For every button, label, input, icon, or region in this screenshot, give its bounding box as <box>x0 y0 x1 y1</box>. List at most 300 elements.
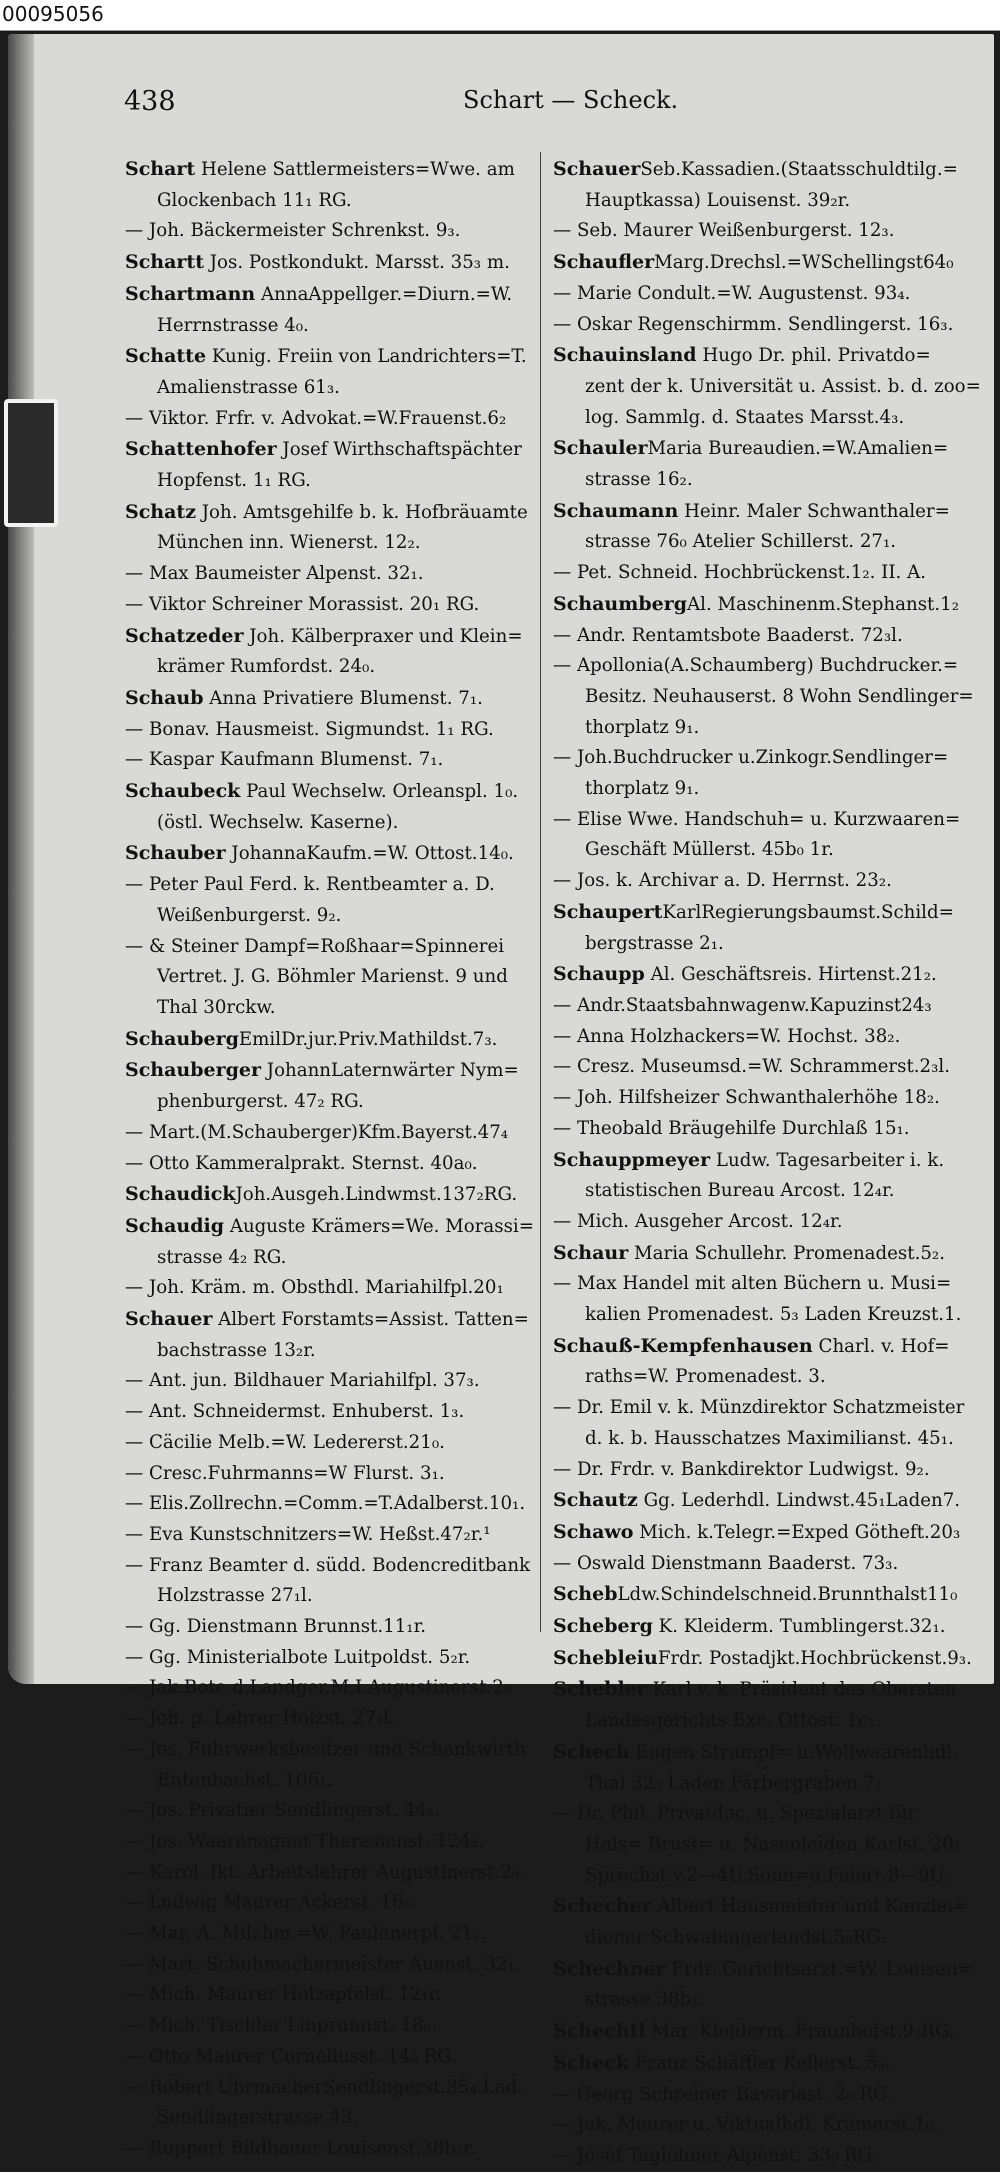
entry-text: Herrnstrasse 4₀. <box>157 314 309 336</box>
entry-text: — Jos. k. Archivar a. D. Herrnst. 23₂. <box>553 870 892 892</box>
entry-text: Anna Privatiere Blumenst. 7₁. <box>203 687 483 709</box>
surname-heading: Scheck <box>553 2051 629 2074</box>
entry-text: Entenbachst. 106₁. <box>157 1769 333 1791</box>
directory-line <box>553 713 938 744</box>
directory-line <box>125 590 510 621</box>
entry-text: — Joh. p. Lehrer Holzst. 27₁l. <box>125 1708 395 1730</box>
directory-line <box>553 1799 938 1830</box>
directory-line <box>125 993 510 1024</box>
directory-line <box>125 1024 510 1056</box>
directory-line <box>125 1149 510 1180</box>
directory-line <box>125 1304 529 1336</box>
directory-line <box>125 838 514 870</box>
left-column <box>125 154 534 2165</box>
surname-heading: Schautz <box>553 1489 638 1512</box>
entry-text: — Mar. A. Milchm.=W. Paulanerpl. 21₂. <box>125 1923 486 1945</box>
binder-tab-icon <box>4 399 58 527</box>
entry-text: Holzstrasse 27₁l. <box>157 1585 313 1607</box>
directory-line <box>125 1520 510 1551</box>
directory-line <box>553 216 938 247</box>
surname-heading: Schaudig <box>125 1214 225 1237</box>
scan-label-strip <box>0 0 1000 31</box>
directory-line <box>125 1118 510 1149</box>
entry-text: — Elise Wwe. Handschuh= u. Kurzwaaren= <box>553 808 961 830</box>
directory-line <box>553 2110 938 2141</box>
directory-line <box>125 715 510 746</box>
directory-line <box>125 466 510 497</box>
directory-line <box>125 2042 510 2073</box>
directory-line <box>125 745 510 776</box>
directory-line <box>553 651 959 682</box>
directory-line <box>553 496 950 528</box>
entry-text: Frdr. Postadjkt.Hochbrückenst.9₃. <box>657 1647 972 1669</box>
surname-heading: Schauer <box>125 1308 213 1331</box>
entry-text: Helene Sattlermeisters=Wwe. am <box>195 159 515 180</box>
directory-line <box>553 991 938 1022</box>
entry-text: diener Schwabingerlandst.5₀RG. <box>585 1927 886 1949</box>
entry-text: Hauptkassa) Louisenst. 39₂r. <box>585 189 851 211</box>
surname-heading: Schauberger <box>125 1059 261 1082</box>
directory-line <box>125 1211 534 1243</box>
entry-text: Marg.Drechsl.=WSchellingst64₀ <box>654 252 954 274</box>
entry-text: — Joh. Hilfsheizer Schwanthalerhöhe 18₂. <box>553 1087 940 1109</box>
directory-line <box>553 835 938 866</box>
entry-text: Besitz. Neuhauserst. 8 Wohn Sendlinger= <box>585 685 974 707</box>
surname-heading: Schaudick <box>125 1183 236 1206</box>
directory-line <box>125 434 522 466</box>
directory-page <box>8 34 994 2166</box>
entry-text: Auguste Krämers=We. Morassi= <box>224 1215 534 1237</box>
entry-text: — Mich. Ausgeher Arcost. 12₄r. <box>553 1210 843 1232</box>
directory-line <box>125 621 523 653</box>
entry-text: — Mich. Tischler Linprunnst. 18₀. <box>125 2015 437 2037</box>
entry-text: — Viktor. Frfr. v. Advokat.=W.Frauenst.6₂ <box>125 407 507 429</box>
entry-text: AnnaAppellger.=Diurn.=W. <box>255 283 513 305</box>
directory-line <box>553 403 938 434</box>
directory-line <box>553 1861 949 1892</box>
entry-text: — Franz Beamter d. südd. Bodencreditbank <box>125 1554 531 1576</box>
directory-line <box>125 1336 510 1367</box>
page-number: 438 <box>124 86 176 117</box>
entry-text: — Josef Taglöhner Alpenst. 33₀ RG. <box>553 2145 878 2166</box>
directory-line <box>553 465 938 496</box>
entry-text: — Joh. Kräm. m. Obsthdl. Mariahilfpl.20₁ <box>125 1277 504 1299</box>
entry-text: — Joh.Buchdrucker u.Zinkogr.Sendlinger= <box>553 747 949 769</box>
entry-text: — Dr. Phil. Privatdoc. u. Spezialarzt für <box>553 1803 917 1825</box>
directory-line <box>553 1176 938 1207</box>
directory-line <box>125 1735 526 1766</box>
directory-line <box>125 932 510 963</box>
entry-text: — Otto Maurer Corneliusst. 14₀ RG. <box>125 2045 457 2067</box>
directory-line <box>553 897 954 929</box>
directory-line <box>553 372 981 403</box>
directory-line <box>553 1269 952 1300</box>
directory-line <box>125 2134 510 2165</box>
directory-line <box>125 247 510 279</box>
directory-line <box>553 433 949 465</box>
entry-text: thorplatz 9₁. <box>585 716 700 738</box>
directory-line <box>553 1083 938 1114</box>
directory-line <box>125 186 510 217</box>
directory-line <box>553 929 938 960</box>
entry-text: Joh. Amtsgehilfe b. k. Hofbräuamte <box>195 501 528 523</box>
directory-line <box>125 1612 510 1643</box>
directory-line <box>553 1706 938 1737</box>
directory-line <box>125 154 515 186</box>
entry-text: — Viktor Schreiner Morassist. 20₁ RG. <box>125 593 480 615</box>
directory-line <box>553 682 974 713</box>
directory-line <box>125 2103 510 2134</box>
directory-line <box>553 1923 938 1954</box>
directory-line <box>125 1581 510 1612</box>
entry-text: — Max Handel mit alten Büchern u. Musi= <box>553 1273 952 1295</box>
entry-text: — Jos. Fuhrwerksbesitzer und Schankwirth <box>125 1738 526 1760</box>
surname-heading: Schaupert <box>553 900 663 923</box>
directory-line <box>125 1888 510 1919</box>
entry-text: — Robert UhrmacherSendlingerst.35₄.Lad. <box>125 2076 523 2098</box>
surname-heading: Schaur <box>553 1241 629 1264</box>
directory-line <box>553 1424 954 1455</box>
surname-heading: Schatte <box>125 345 207 368</box>
directory-line <box>553 1549 938 1580</box>
running-head <box>8 84 994 124</box>
directory-line <box>553 527 938 558</box>
entry-text: Hopfenst. 1₁ RG. <box>157 470 311 492</box>
directory-line <box>553 558 938 589</box>
directory-line <box>553 1769 938 1800</box>
entry-text: Landesgerichts Exc. Ottost. 1c₁. <box>585 1710 882 1732</box>
surname-heading: Schauinsland <box>553 344 697 367</box>
entry-text: (östl. Wechselw. Kaserne). <box>157 811 399 833</box>
directory-line <box>125 1704 510 1735</box>
entry-text: — Joh. Bäckermeister Schrenkst. 9₃. <box>125 220 461 242</box>
directory-line <box>125 559 510 590</box>
directory-line <box>553 1052 951 1083</box>
directory-line <box>553 959 938 991</box>
entry-text: K. Kleiderm. Tumblingerst.32₁. <box>652 1616 946 1638</box>
entry-text: Jos. Postkondukt. Marsst. 35₃ m. <box>203 252 510 274</box>
entry-text: — Max Baumeister Alpenst. 32₁. <box>125 563 424 585</box>
entry-text: — Jak.Bote d.Landger.M.I.Augustinerst.2₀ <box>125 1677 512 1699</box>
entry-text: KarlRegierungsbaumst.Schild= <box>662 901 954 923</box>
entry-text: — Ruppert Bildhauer Louisenst.38b₂r. <box>125 2138 476 2159</box>
entry-text: Josef Wirthschaftspächter <box>276 439 522 461</box>
entry-text: Ldw.Schindelschneid.Brunnthalst11₀ <box>617 1584 958 1606</box>
directory-line <box>125 1459 510 1490</box>
directory-line <box>125 2011 510 2042</box>
surname-heading: Schauß-Kempfenhausen <box>553 1334 813 1357</box>
directory-line <box>125 1087 510 1118</box>
surname-heading: Schauberg <box>125 1027 239 1050</box>
entry-text: — Mart.(M.Schauberger)Kfm.Bayerst.47₄ <box>125 1121 509 1143</box>
directory-line <box>553 774 938 805</box>
entry-text: — Karol. fkt. Arbeitslehrer Augustinerst.2₀. <box>125 1861 525 1883</box>
directory-line <box>553 589 959 621</box>
directory-line <box>125 1827 510 1858</box>
entry-text: Heinr. Maler Schwanthaler= <box>678 500 950 522</box>
surname-heading: Schawo <box>553 1520 634 1543</box>
entry-text: — Jak. Maurer u. Viktualhdl. Krämerst.1₀. <box>553 2114 940 2136</box>
directory-line <box>125 1366 510 1397</box>
directory-line <box>125 870 510 901</box>
surname-heading: Schaumann <box>553 499 679 522</box>
entry-text: — Jos. Waarenagent Theresienst. 124₃. <box>125 1830 484 1852</box>
surname-heading: Schebler <box>553 1678 647 1701</box>
entry-text: — Eva Kunstschnitzers=W. Heßst.47₂r.¹ <box>125 1523 491 1545</box>
surname-heading: Schauler <box>553 437 648 460</box>
directory-line <box>553 1985 938 2016</box>
directory-line <box>553 1737 958 1769</box>
entry-text: statistischen Bureau Arcost. 12₄r. <box>585 1180 895 1202</box>
directory-line <box>125 1919 510 1950</box>
directory-line <box>553 310 954 341</box>
directory-line <box>125 1243 510 1274</box>
entry-text: Joh. Kälberpraxer und Klein= <box>243 625 523 647</box>
entry-text: Sendlingerstrasse 43. <box>157 2107 359 2129</box>
surname-heading: Schechner <box>553 1957 666 1980</box>
entry-text: — Gg. Dienstmann Brunnst.11₁r. <box>125 1616 427 1638</box>
directory-line <box>125 1673 510 1704</box>
directory-line <box>553 743 949 774</box>
entry-text: Albert Forstamts=Assist. Tatten= <box>212 1309 529 1331</box>
entry-text: Paul Wechselw. Orleanspl. 1₀. <box>240 781 519 803</box>
directory-line <box>553 1485 961 1517</box>
entry-text: Kunig. Freiin von Landrichters=T. <box>206 346 527 368</box>
entry-text: d. k. b. Hausschatzes Maximilianst. 45₁. <box>585 1427 954 1449</box>
directory-line <box>125 1643 510 1674</box>
directory-line <box>125 1179 518 1211</box>
entry-text: Albert Hausmeister und Kanzlei= <box>651 1896 969 1918</box>
directory-line <box>553 247 954 279</box>
directory-line <box>125 776 519 808</box>
directory-line <box>553 1114 938 1145</box>
directory-line <box>553 866 938 897</box>
directory-line <box>553 1362 938 1393</box>
directory-line <box>553 154 958 186</box>
directory-line <box>553 1674 957 1706</box>
directory-line <box>125 808 510 839</box>
entry-text: — Kaspar Kaufmann Blumenst. 7₁. <box>125 749 444 771</box>
entry-text: Weißenburgerst. 9₂. <box>157 904 342 926</box>
directory-line <box>553 1331 950 1363</box>
entry-text: zent der k. Universität u. Assist. b. d. zoo= <box>585 375 981 397</box>
directory-line <box>125 962 510 993</box>
entry-text: Mar. Kleiderm. Fraunhofst.9₂RG. <box>645 2021 955 2043</box>
entry-text: — Pet. Schneid. Hochbrückenst.1₂. II. A. <box>553 562 927 584</box>
surname-heading: Scheberg <box>553 1615 653 1638</box>
entry-text: krämer Rumfordst. 24₀. <box>157 656 376 678</box>
entry-text: thorplatz 9₁. <box>585 778 700 800</box>
surname-heading: Schauppmeyer <box>553 1148 711 1171</box>
directory-line <box>553 1830 962 1861</box>
directory-line <box>125 683 510 715</box>
directory-line <box>125 1980 510 2011</box>
entry-text: — Ant. jun. Bildhauer Mariahilfpl. 37₃. <box>125 1370 480 1392</box>
entry-text: Thal 32₃ Laden Färbergraben 7. <box>585 1772 881 1794</box>
directory-line <box>125 1397 510 1428</box>
entry-text: Sprechst v.2—4U.Sonn=u.Feiert.8—9U. <box>585 1864 949 1886</box>
entry-text: Thal 30rckw. <box>157 996 276 1018</box>
directory-line <box>553 1517 961 1549</box>
directory-line <box>553 1145 945 1177</box>
entry-text: Hugo Dr. phil. Privatdo= <box>696 345 931 367</box>
directory-line <box>125 216 510 247</box>
entry-text: Ludw. Tagesarbeiter i. k. <box>710 1149 945 1171</box>
right-column <box>553 154 981 2172</box>
entry-text: — Andr. Rentamtsbote Baaderst. 72₃l. <box>553 624 903 646</box>
entry-text: — Mart. Schuhmachermeister Auenst. 32₁. <box>125 1953 521 1975</box>
directory-line <box>553 1611 946 1643</box>
entry-text: Franz Schäffler Kellerst. 5₃. <box>628 2052 891 2074</box>
surname-heading: Schaumberg <box>553 592 688 615</box>
entry-text: — & Steiner Dampf=Roßhaar=Spinnerei <box>125 935 505 957</box>
running-head-title: Schart — Scheck. <box>463 86 679 114</box>
surname-heading: Schaub <box>125 686 204 709</box>
directory-line <box>125 1273 510 1304</box>
entry-text: — Oswald Dienstmann Baaderst. 73₃. <box>553 1552 899 1574</box>
directory-line <box>553 2141 938 2172</box>
directory-line <box>553 1455 938 1486</box>
entry-text: — Mich. Maurer Holzapfelst. 12₁r. <box>125 1984 442 2006</box>
entry-text: Al. Maschinenm.Stephanst.1₂ <box>687 593 959 615</box>
directory-line <box>553 2048 938 2080</box>
entry-text: Eugen Strumpf= u.Wollwaarenhdl. <box>629 1741 958 1763</box>
entry-text: — Oskar Regenschirmm. Sendlingerst. 16₃. <box>553 313 954 335</box>
entry-text: Al. Geschäftsreis. Hirtenst.21₂. <box>644 964 937 986</box>
directory-line <box>553 1954 973 1986</box>
entry-text: raths=W. Promenadest. 3. <box>585 1366 826 1388</box>
entry-text: Gg. Lederhdl. Lindwst.45₁Laden7. <box>637 1490 961 1512</box>
entry-text: bergstrasse 2₁. <box>585 932 724 954</box>
directory-line <box>553 621 938 652</box>
entry-text: — Dr. Frdr. v. Bankdirektor Ludwigst. 9₂. <box>553 1458 930 1480</box>
entry-text: strasse 38b₂. <box>585 1989 705 2011</box>
directory-line <box>125 279 513 311</box>
surname-heading: Schartt <box>125 251 204 274</box>
directory-line <box>553 2016 955 2048</box>
directory-line <box>553 1300 962 1331</box>
surname-heading: Schauber <box>125 842 226 865</box>
directory-line <box>553 1238 945 1270</box>
entry-text: — Elis.Zollrechn.=Comm.=T.Adalberst.10₁. <box>125 1493 526 1515</box>
directory-line <box>553 279 938 310</box>
entry-text: — Marie Condult.=W. Augustenst. 93₄. <box>553 282 911 304</box>
entry-text: phenburgerst. 47₂ RG. <box>157 1091 364 1113</box>
directory-line <box>125 901 510 932</box>
surname-heading: Schebleiu <box>553 1646 658 1669</box>
directory-line <box>125 652 510 683</box>
entry-text: bachstrasse 13₂r. <box>157 1339 316 1361</box>
directory-line <box>125 404 510 435</box>
entry-text: strasse 76₀ Atelier Schillerst. 27₁. <box>585 531 897 553</box>
directory-line <box>553 2080 938 2111</box>
entry-text: — Cäcilie Melb.=W. Ledererst.21₀. <box>125 1431 445 1453</box>
surname-heading: Schech <box>553 1740 630 1763</box>
entry-text: — Gg. Ministerialbote Luitpoldst. 5₂r. <box>125 1646 471 1668</box>
surname-heading: Schart <box>125 158 196 180</box>
surname-heading: Schaufler <box>553 251 655 274</box>
entry-text: — Cresz. Museumsd.=W. Schrammerst.2₃l. <box>553 1056 951 1078</box>
directory-line <box>553 1022 938 1053</box>
entry-text: Geschäft Müllerst. 45b₀ 1r. <box>585 839 834 861</box>
entry-text: Charl. v. Hof= <box>812 1335 950 1357</box>
directory-line <box>125 1766 510 1797</box>
directory-line <box>125 1551 531 1582</box>
column-divider <box>540 152 541 1632</box>
entry-text: — Apollonia(A.Schaumberg) Buchdrucker.= <box>553 655 959 677</box>
surname-heading: Schecher <box>553 1895 652 1918</box>
entry-text: Joh.Ausgeh.Lindwmst.137₂RG. <box>235 1184 518 1206</box>
entry-text: strasse 4₂ RG. <box>157 1246 287 1268</box>
entry-text: log. Sammlg. d. Staates Marsst.4₃. <box>585 406 905 428</box>
entry-text: Frdr. Gerichtsarzt.=W. Louisen= <box>665 1958 973 1980</box>
directory-line <box>125 1055 519 1087</box>
entry-text: JohannLaternwärter Nym= <box>261 1060 519 1082</box>
entry-text: — Dr. Emil v. k. Münzdirektor Schatzmeister <box>553 1397 965 1419</box>
directory-line <box>125 2073 523 2104</box>
directory-line <box>125 1489 526 1520</box>
directory-line <box>125 1858 525 1889</box>
directory-line <box>125 1950 521 1981</box>
directory-line <box>125 373 510 404</box>
entry-text: EmilDr.jur.Priv.Mathildst.7₃. <box>238 1028 498 1050</box>
directory-line <box>125 497 528 529</box>
entry-text: — Ant. Schneidermst. Enhuberst. 1₃. <box>125 1401 465 1423</box>
entry-text: — Ludwig Maurer Ackerst. 16₀. <box>125 1892 417 1914</box>
entry-text: — Jos. Privatier Sendlingerst. 44₂. <box>125 1800 440 1822</box>
entry-text: — Peter Paul Ferd. k. Rentbeamter a. D. <box>125 874 495 896</box>
entry-text: Glockenbach 11₁ RG. <box>157 189 352 211</box>
directory-line <box>553 186 938 217</box>
directory-line <box>125 528 510 559</box>
surname-heading: Schatz <box>125 500 196 523</box>
entry-text: Hals= Brust= u. Nasenleiden Karlst. 20₁ <box>585 1833 962 1855</box>
directory-line <box>553 1579 958 1611</box>
entry-text: — Seb. Maurer Weißenburgerst. 12₃. <box>553 220 895 242</box>
directory-line <box>125 341 527 373</box>
entry-text: Amalienstrasse 61₃. <box>157 376 340 398</box>
entry-text: — Otto Kammeralprakt. Sternst. 40a₀. <box>125 1152 478 1174</box>
directory-line <box>125 1796 510 1827</box>
entry-text: — Georg Schreiner Bavariast. 2₀ RG. <box>553 2083 893 2105</box>
directory-line <box>553 1891 969 1923</box>
entry-text: JohannaKaufm.=W. Ottost.14₀. <box>225 843 514 865</box>
entry-text: — Bonav. Hausmeist. Sigmundst. 1₁ RG. <box>125 718 494 740</box>
directory-line <box>553 340 938 372</box>
entry-text: — Cresc.Fuhrmanns=W Flurst. 3₁. <box>125 1462 445 1484</box>
entry-text: — Theobald Bräugehilfe Durchlaß 15₁. <box>553 1117 910 1139</box>
entry-text: Maria Schullehr. Promenadest.5₂. <box>628 1242 945 1264</box>
entry-text: Seb.Kassadien.(Staatsschuldtilg.= <box>640 159 958 180</box>
entry-text: — Anna Holzhackers=W. Hochst. 38₂. <box>553 1025 901 1047</box>
directory-line <box>553 1643 972 1675</box>
surname-heading: Schaupp <box>553 963 645 986</box>
directory-line <box>125 311 510 342</box>
directory-line <box>553 1393 965 1424</box>
surname-heading: Schattenhofer <box>125 438 277 461</box>
entry-text: Karl v. k. Präsident des Obersten <box>646 1679 957 1701</box>
surname-heading: Schechtl <box>553 2020 646 2043</box>
entry-text: strasse 16₂. <box>585 469 693 491</box>
surname-heading: Scheb <box>553 1583 618 1606</box>
scan-label: 00095056 <box>2 2 104 26</box>
directory-line <box>125 1428 510 1459</box>
entry-text: Vertret. J. G. Böhmler Marienst. 9 und <box>157 966 508 988</box>
directory-line <box>553 805 961 836</box>
entry-text: Mich. k.Telegr.=Exped Götheft.20₃ <box>633 1521 961 1543</box>
surname-heading: Schauer <box>553 158 641 180</box>
entry-text: — Andr.Staatsbahnwagenw.Kapuzinst24₃ <box>553 994 932 1016</box>
